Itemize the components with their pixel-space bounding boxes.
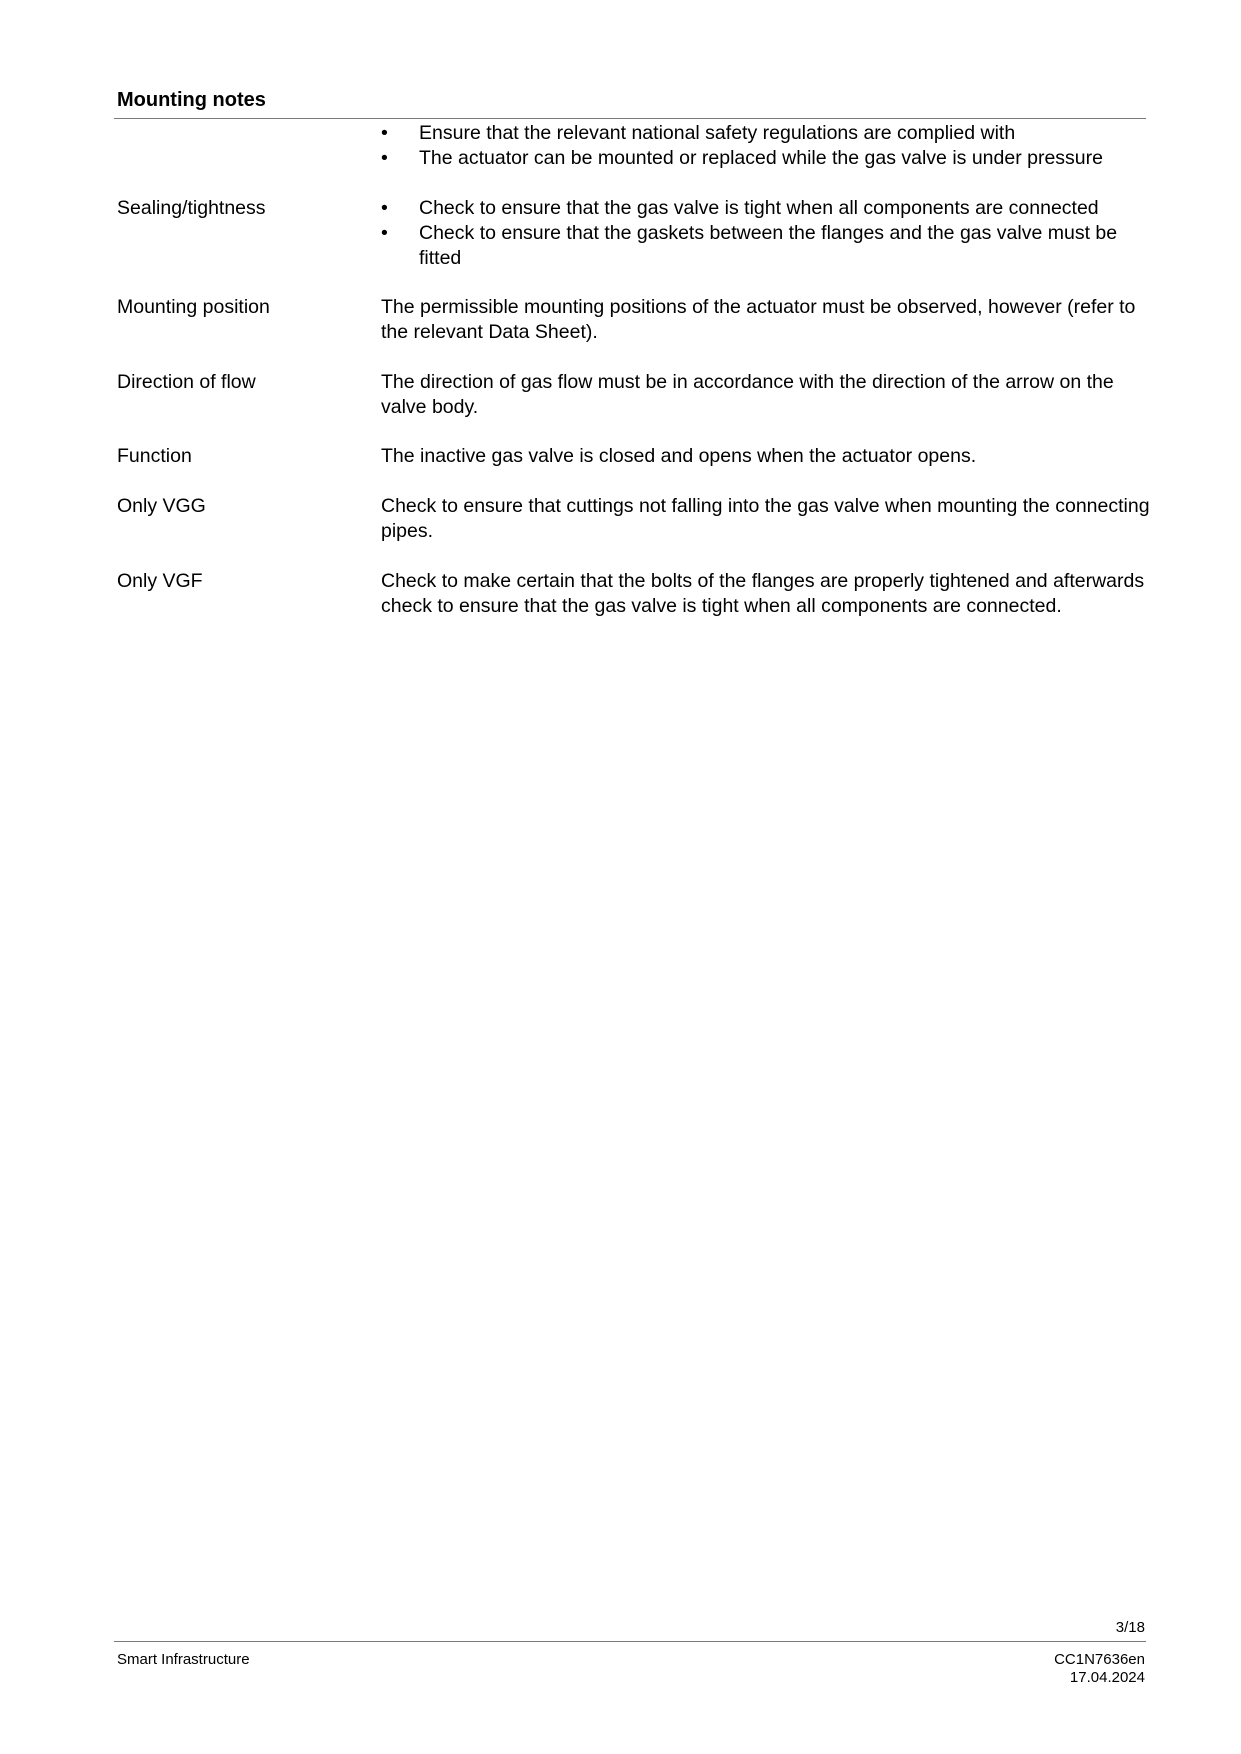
function-text: The inactive gas valve is closed and opens when the actuator opens. — [381, 445, 977, 467]
sealing-body — [381, 196, 1151, 271]
bullet-icon: • — [381, 197, 388, 219]
bullet-item — [381, 221, 1151, 271]
function-label: Function — [117, 445, 192, 467]
mounting-position-label: Mounting position — [117, 296, 270, 318]
only-vgf-label: Only VGF — [117, 570, 203, 592]
document-date: 17.04.2024 — [1069, 1669, 1145, 1686]
bullet-text: The actuator can be mounted or replaced while the gas valve is under pressure — [419, 147, 1103, 169]
direction-of-flow-label: Direction of flow — [117, 371, 256, 393]
intro-body — [381, 121, 1151, 171]
header-divider — [114, 118, 1146, 119]
footer-divider — [114, 1641, 1146, 1642]
only-vgg-text: Check to ensure that cuttings not falling into the gas valve when mounting the connecting pipes. — [381, 495, 1150, 542]
page-number: 3/18 — [1115, 1619, 1145, 1636]
bullet-item — [381, 196, 1151, 221]
footer-company: Smart Infrastructure — [117, 1651, 250, 1668]
bullet-icon: • — [381, 222, 388, 244]
sealing-label: Sealing/tightness — [117, 197, 266, 219]
bullet-item — [381, 121, 1151, 146]
bullet-text: Check to ensure that the gaskets between the flanges and the gas valve must be fitted — [419, 222, 1118, 269]
section-title: Mounting notes — [117, 89, 266, 111]
document-id: CC1N7636en — [1054, 1651, 1145, 1668]
intro-bullet-list — [381, 121, 1151, 171]
bullet-item — [381, 146, 1151, 171]
sealing-bullet-list — [381, 196, 1151, 271]
footer-document-info — [1054, 1651, 1145, 1687]
mounting-position-text: The permissible mounting positions of the actuator must be observed, however (refer to the relevant Data Sheet). — [381, 296, 1136, 343]
only-vgg-label: Only VGG — [117, 495, 206, 517]
only-vgf-text: Check to make certain that the bolts of the flanges are properly tightened and afterwards check to ensure that the gas valve is tight when all components are connected. — [381, 570, 1145, 617]
bullet-icon: • — [381, 122, 388, 144]
bullet-icon: • — [381, 147, 388, 169]
bullet-text: Check to ensure that the gas valve is tight when all components are connected — [419, 197, 1099, 219]
direction-of-flow-text: The direction of gas flow must be in accordance with the direction of the arrow on the valve body. — [381, 371, 1114, 418]
bullet-text: Ensure that the relevant national safety regulations are complied with — [419, 122, 1016, 144]
